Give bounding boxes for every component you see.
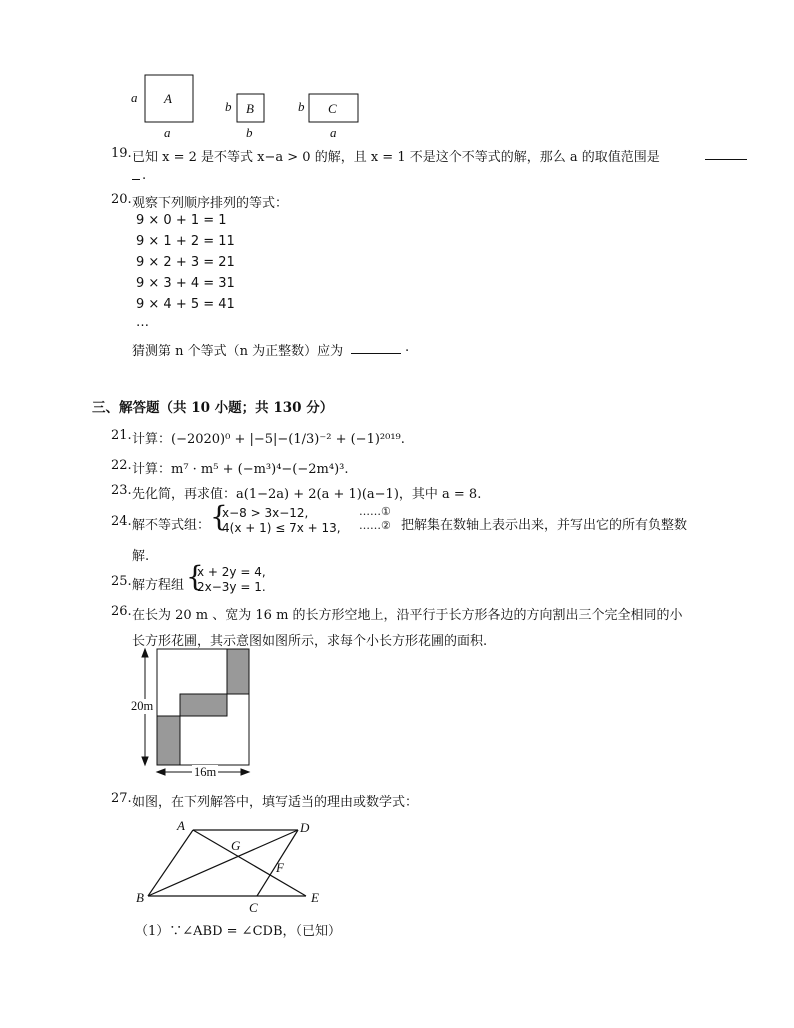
q27-step-1: （1）∵∠ABD = ∠CDB，（已知） — [135, 924, 342, 939]
segment-ae — [193, 830, 306, 896]
q23-number: 23. — [111, 483, 132, 498]
q24-mark-1: ……① — [359, 505, 391, 518]
q19-tail: . — [142, 168, 147, 183]
point-d-label: D — [300, 820, 310, 835]
q25-equation-1: x + 2y = 4, — [197, 565, 266, 579]
q24-inequality-2: 4(x + 1) ≤ 7x + 13, — [222, 521, 341, 535]
q20-equation: 9 × 2 + 3 = 21 — [136, 255, 235, 270]
section-3-heading: 三、解答题（共 10 小题；共 130 分） — [92, 400, 334, 416]
q24-number: 24. — [111, 514, 132, 529]
q20-text: 观察下列顺序排列的等式： — [132, 196, 289, 211]
q25-number: 25. — [111, 574, 132, 589]
point-f-label: F — [276, 860, 284, 875]
q24-text-2: 解. — [132, 549, 150, 564]
q24-lead: 解不等式组： — [132, 518, 211, 533]
q20-equation: 9 × 3 + 4 = 31 — [136, 276, 235, 291]
square-a-name: A — [164, 91, 172, 106]
q26-number: 26. — [111, 604, 132, 619]
point-c-label: C — [249, 900, 258, 915]
q25-brace: { — [186, 560, 204, 593]
q26-text-2: 长方形花圃，其示意图如图所示，求每个小长方形花圃的面积. — [132, 634, 488, 649]
square-a-bottom-label: a — [164, 125, 171, 140]
garden-height-label: 20m — [131, 699, 154, 713]
q20-ellipsis: … — [136, 315, 149, 330]
q25-lead: 解方程组 — [132, 578, 185, 593]
square-b-bottom-label: b — [246, 125, 253, 140]
q20-equation: 9 × 4 + 5 = 41 — [136, 297, 235, 312]
q22-number: 22. — [111, 458, 132, 473]
q19-number: 19. — [111, 146, 132, 161]
q23-text: 先化简，再求值：a(1−2a) + 2(a + 1)(a−1)，其中 a = 8. — [132, 487, 482, 502]
q24-text: 把解集在数轴上表示出来，并写出它的所有负整数 — [401, 518, 688, 533]
point-a-label: A — [177, 818, 185, 833]
q27-number: 27. — [111, 791, 132, 806]
q21-text: 计算：(−2020)⁰ + |−5|−(1/3)⁻² + (−1)²⁰¹⁹. — [132, 432, 405, 447]
q24-inequality-1: x−8 > 3x−12, — [222, 506, 309, 520]
q21-number: 21. — [111, 428, 132, 443]
q25-equation-2: 2x−3y = 1. — [197, 580, 266, 594]
q24-brace: { — [210, 500, 228, 533]
q20-guess: 猜测第 n 个等式（n 为正整数）应为 — [132, 344, 344, 359]
q20-equation: 9 × 0 + 1 = 1 — [136, 213, 227, 228]
q22-text: 计算：m⁷ · m⁵ + (−m³)⁴−(−2m⁴)³. — [132, 462, 349, 477]
garden-width-label: 16m — [194, 765, 217, 779]
rect-c-name: C — [328, 101, 337, 116]
q27-text: 如图，在下列解答中，填写适当的理由或数学式： — [132, 795, 419, 810]
point-b-label: B — [136, 890, 144, 905]
q20-guess-tail: . — [405, 340, 410, 355]
q20-equation: 9 × 1 + 2 = 11 — [136, 234, 235, 249]
rect-c-side-label: b — [298, 99, 305, 114]
square-b-name: B — [246, 101, 254, 116]
point-g-label: G — [231, 838, 241, 853]
q20-number: 20. — [111, 192, 132, 207]
q24-mark-2: ……② — [359, 519, 391, 532]
square-a-side-label: a — [131, 90, 138, 105]
point-e-label: E — [311, 890, 319, 905]
square-b-side-label: b — [225, 99, 232, 114]
q26-text: 在长为 20 m 、宽为 16 m 的长方形空地上，沿平行于长方形各边的方向割出三个完全相同的小 — [132, 608, 683, 623]
rect-c-bottom-label: a — [330, 125, 337, 140]
q19-text: 已知 x = 2 是不等式 x−a > 0 的解，且 x = 1 不是这个不等式的解，那么 a 的取值范围是 — [132, 150, 660, 165]
